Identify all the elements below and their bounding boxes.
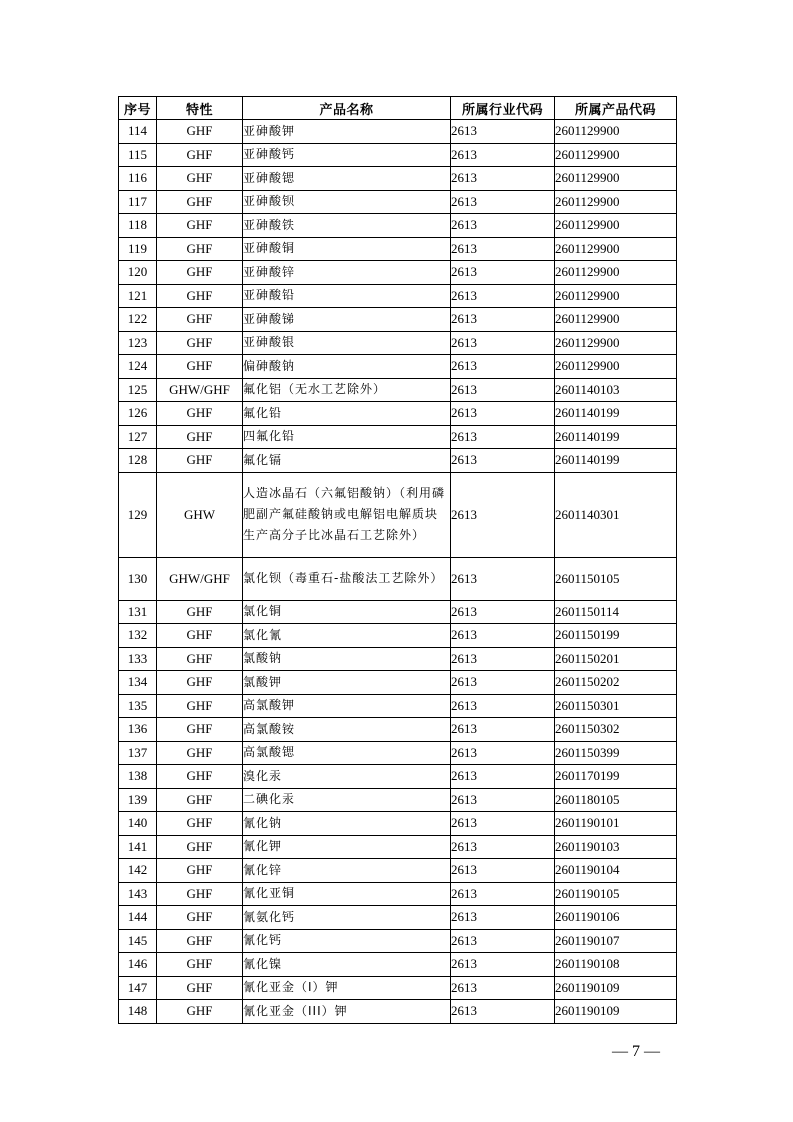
table-row	[119, 624, 677, 648]
cell-industry-code: 2613	[451, 647, 555, 671]
cell-product-name: 高氯酸钾	[243, 694, 451, 718]
cell-industry-code: 2613	[451, 402, 555, 426]
cell-characteristic: GHF	[157, 167, 243, 191]
cell-seq: 138	[119, 765, 157, 789]
table-row	[119, 953, 677, 977]
cell-seq: 136	[119, 718, 157, 742]
cell-seq: 117	[119, 190, 157, 214]
table-row	[119, 472, 677, 557]
cell-characteristic: GHF	[157, 143, 243, 167]
table-row	[119, 647, 677, 671]
cell-product-name: 亚砷酸铁	[243, 214, 451, 238]
cell-characteristic: GHF	[157, 953, 243, 977]
cell-product-name: 亚砷酸银	[243, 331, 451, 355]
cell-product-name: 亚砷酸锑	[243, 308, 451, 332]
cell-product-name: 氰化亚金（I）钾	[243, 976, 451, 1000]
cell-industry-code: 2613	[451, 906, 555, 930]
cell-seq: 135	[119, 694, 157, 718]
cell-seq: 145	[119, 929, 157, 953]
table-row	[119, 214, 677, 238]
cell-seq: 144	[119, 906, 157, 930]
table-row	[119, 718, 677, 742]
cell-seq: 119	[119, 237, 157, 261]
cell-product-code: 2601129900	[555, 331, 677, 355]
cell-industry-code: 2613	[451, 331, 555, 355]
cell-product-code: 2601190105	[555, 882, 677, 906]
table-row	[119, 237, 677, 261]
table-row	[119, 284, 677, 308]
header-product-name: 产品名称	[243, 97, 451, 120]
table-row	[119, 600, 677, 624]
cell-characteristic: GHF	[157, 694, 243, 718]
table-row	[119, 906, 677, 930]
cell-product-code: 2601129900	[555, 214, 677, 238]
cell-characteristic: GHF	[157, 624, 243, 648]
cell-product-name: 亚砷酸钙	[243, 143, 451, 167]
cell-industry-code: 2613	[451, 557, 555, 600]
cell-seq: 148	[119, 1000, 157, 1024]
cell-industry-code: 2613	[451, 882, 555, 906]
table-row	[119, 355, 677, 379]
cell-product-code: 2601140103	[555, 378, 677, 402]
cell-industry-code: 2613	[451, 261, 555, 285]
table-row	[119, 1000, 677, 1024]
cell-product-name: 溴化汞	[243, 765, 451, 789]
cell-characteristic: GHW	[157, 472, 243, 557]
table-row	[119, 378, 677, 402]
cell-industry-code: 2613	[451, 812, 555, 836]
table-row	[119, 859, 677, 883]
cell-characteristic: GHF	[157, 214, 243, 238]
cell-characteristic: GHF	[157, 812, 243, 836]
table-row	[119, 788, 677, 812]
cell-product-code: 2601150301	[555, 694, 677, 718]
cell-product-name: 亚砷酸锌	[243, 261, 451, 285]
cell-seq: 132	[119, 624, 157, 648]
cell-seq: 127	[119, 425, 157, 449]
table-row	[119, 812, 677, 836]
table-row	[119, 449, 677, 473]
cell-seq: 114	[119, 120, 157, 144]
cell-seq: 122	[119, 308, 157, 332]
cell-industry-code: 2613	[451, 765, 555, 789]
cell-product-name: 偏砷酸钠	[243, 355, 451, 379]
cell-characteristic: GHF	[157, 835, 243, 859]
product-table	[118, 96, 677, 1024]
cell-product-name: 氯酸钠	[243, 647, 451, 671]
table-row	[119, 402, 677, 426]
cell-product-name: 氰氨化钙	[243, 906, 451, 930]
cell-product-name: 氰化亚金（III）钾	[243, 1000, 451, 1024]
table-row	[119, 261, 677, 285]
cell-characteristic: GHF	[157, 859, 243, 883]
cell-industry-code: 2613	[451, 600, 555, 624]
cell-characteristic: GHF	[157, 331, 243, 355]
cell-characteristic: GHF	[157, 765, 243, 789]
cell-seq: 134	[119, 671, 157, 695]
cell-product-name: 氟化铅	[243, 402, 451, 426]
cell-product-name: 氯化铜	[243, 600, 451, 624]
cell-product-code: 2601129900	[555, 190, 677, 214]
cell-product-code: 2601170199	[555, 765, 677, 789]
cell-product-name: 氰化锌	[243, 859, 451, 883]
table-row	[119, 882, 677, 906]
cell-characteristic: GHF	[157, 120, 243, 144]
cell-industry-code: 2613	[451, 859, 555, 883]
table-row	[119, 765, 677, 789]
cell-industry-code: 2613	[451, 449, 555, 473]
cell-industry-code: 2613	[451, 284, 555, 308]
cell-product-name: 亚砷酸钡	[243, 190, 451, 214]
cell-characteristic: GHF	[157, 308, 243, 332]
cell-seq: 130	[119, 557, 157, 600]
cell-product-code: 2601140199	[555, 449, 677, 473]
cell-seq: 143	[119, 882, 157, 906]
cell-product-name: 高氯酸锶	[243, 741, 451, 765]
cell-product-code: 2601150201	[555, 647, 677, 671]
cell-product-code: 2601140301	[555, 472, 677, 557]
cell-seq: 123	[119, 331, 157, 355]
cell-seq: 146	[119, 953, 157, 977]
table-row	[119, 167, 677, 191]
cell-industry-code: 2613	[451, 120, 555, 144]
cell-product-name: 氟化铝（无水工艺除外）	[243, 378, 451, 402]
cell-product-name: 四氟化铅	[243, 425, 451, 449]
cell-characteristic: GHF	[157, 718, 243, 742]
cell-seq: 125	[119, 378, 157, 402]
cell-characteristic: GHF	[157, 976, 243, 1000]
cell-product-code: 2601140199	[555, 402, 677, 426]
cell-product-name: 氟化镉	[243, 449, 451, 473]
cell-seq: 126	[119, 402, 157, 426]
table-row	[119, 671, 677, 695]
cell-industry-code: 2613	[451, 214, 555, 238]
cell-industry-code: 2613	[451, 472, 555, 557]
cell-seq: 128	[119, 449, 157, 473]
table-header-row	[119, 97, 677, 120]
table-body	[119, 120, 677, 1024]
cell-product-name: 氰化镍	[243, 953, 451, 977]
cell-product-code: 2601140199	[555, 425, 677, 449]
cell-product-name: 亚砷酸铅	[243, 284, 451, 308]
cell-characteristic: GHF	[157, 600, 243, 624]
cell-characteristic: GHF	[157, 261, 243, 285]
cell-product-name: 亚砷酸锶	[243, 167, 451, 191]
cell-product-name: 亚砷酸铜	[243, 237, 451, 261]
cell-industry-code: 2613	[451, 425, 555, 449]
header-characteristic: 特性	[157, 97, 243, 120]
cell-industry-code: 2613	[451, 929, 555, 953]
cell-product-code: 2601129900	[555, 308, 677, 332]
header-industry-code: 所属行业代码	[451, 97, 555, 120]
cell-product-name: 氰化钠	[243, 812, 451, 836]
cell-seq: 141	[119, 835, 157, 859]
cell-product-code: 2601129900	[555, 355, 677, 379]
cell-industry-code: 2613	[451, 671, 555, 695]
header-product-code: 所属产品代码	[555, 97, 677, 120]
table-row	[119, 308, 677, 332]
cell-industry-code: 2613	[451, 237, 555, 261]
cell-product-code: 2601150202	[555, 671, 677, 695]
cell-characteristic: GHF	[157, 788, 243, 812]
table-row	[119, 694, 677, 718]
cell-characteristic: GHF	[157, 1000, 243, 1024]
table-row	[119, 929, 677, 953]
cell-seq: 124	[119, 355, 157, 379]
cell-seq: 133	[119, 647, 157, 671]
cell-seq: 137	[119, 741, 157, 765]
table-row	[119, 120, 677, 144]
cell-characteristic: GHF	[157, 741, 243, 765]
cell-product-name: 氯酸钾	[243, 671, 451, 695]
cell-industry-code: 2613	[451, 788, 555, 812]
cell-product-code: 2601150114	[555, 600, 677, 624]
cell-industry-code: 2613	[451, 694, 555, 718]
cell-characteristic: GHW/GHF	[157, 378, 243, 402]
cell-industry-code: 2613	[451, 718, 555, 742]
cell-product-name: 氰化钾	[243, 835, 451, 859]
cell-product-code: 2601180105	[555, 788, 677, 812]
header-seq: 序号	[119, 97, 157, 120]
cell-product-code: 2601129900	[555, 261, 677, 285]
cell-seq: 140	[119, 812, 157, 836]
cell-product-name: 氰化钙	[243, 929, 451, 953]
cell-seq: 120	[119, 261, 157, 285]
cell-seq: 115	[119, 143, 157, 167]
cell-seq: 139	[119, 788, 157, 812]
cell-industry-code: 2613	[451, 308, 555, 332]
cell-product-code: 2601190101	[555, 812, 677, 836]
table-row	[119, 557, 677, 600]
cell-industry-code: 2613	[451, 624, 555, 648]
cell-product-code: 2601190108	[555, 953, 677, 977]
cell-seq: 147	[119, 976, 157, 1000]
table-row	[119, 835, 677, 859]
cell-characteristic: GHF	[157, 284, 243, 308]
cell-product-code: 2601150302	[555, 718, 677, 742]
cell-product-name: 亚砷酸钾	[243, 120, 451, 144]
cell-seq: 116	[119, 167, 157, 191]
cell-characteristic: GHF	[157, 190, 243, 214]
cell-seq: 129	[119, 472, 157, 557]
cell-seq: 131	[119, 600, 157, 624]
cell-industry-code: 2613	[451, 355, 555, 379]
cell-product-code: 2601190104	[555, 859, 677, 883]
cell-product-name: 氰化亚铜	[243, 882, 451, 906]
table-row	[119, 741, 677, 765]
cell-product-code: 2601129900	[555, 237, 677, 261]
cell-product-name: 二碘化汞	[243, 788, 451, 812]
cell-characteristic: GHF	[157, 906, 243, 930]
cell-product-code: 2601190109	[555, 976, 677, 1000]
cell-product-code: 2601150199	[555, 624, 677, 648]
cell-product-code: 2601190109	[555, 1000, 677, 1024]
cell-characteristic: GHW/GHF	[157, 557, 243, 600]
cell-industry-code: 2613	[451, 167, 555, 191]
cell-characteristic: GHF	[157, 449, 243, 473]
cell-industry-code: 2613	[451, 190, 555, 214]
cell-seq: 142	[119, 859, 157, 883]
cell-product-code: 2601129900	[555, 284, 677, 308]
cell-product-code: 2601129900	[555, 167, 677, 191]
cell-product-code: 2601190103	[555, 835, 677, 859]
cell-product-code: 2601190107	[555, 929, 677, 953]
cell-industry-code: 2613	[451, 953, 555, 977]
cell-industry-code: 2613	[451, 143, 555, 167]
cell-product-code: 2601150399	[555, 741, 677, 765]
cell-characteristic: GHF	[157, 671, 243, 695]
cell-characteristic: GHF	[157, 647, 243, 671]
cell-industry-code: 2613	[451, 378, 555, 402]
table-row	[119, 143, 677, 167]
cell-product-code: 2601190106	[555, 906, 677, 930]
cell-product-code: 2601129900	[555, 120, 677, 144]
table-row	[119, 190, 677, 214]
cell-product-name: 氯化氰	[243, 624, 451, 648]
cell-characteristic: GHF	[157, 355, 243, 379]
cell-industry-code: 2613	[451, 1000, 555, 1024]
cell-characteristic: GHF	[157, 402, 243, 426]
cell-characteristic: GHF	[157, 425, 243, 449]
cell-seq: 118	[119, 214, 157, 238]
cell-seq: 121	[119, 284, 157, 308]
page-number: — 7 —	[612, 1043, 660, 1060]
cell-product-name: 人造冰晶石（六氟铝酸钠）（利用磷肥副产氟硅酸钠或电解铝电解质块生产高分子比冰晶石工艺除外）	[243, 472, 451, 557]
cell-product-code: 2601150105	[555, 557, 677, 600]
table-row	[119, 425, 677, 449]
cell-product-code: 2601129900	[555, 143, 677, 167]
table-row	[119, 976, 677, 1000]
table-row	[119, 331, 677, 355]
cell-product-name: 氯化钡（毒重石-盐酸法工艺除外）	[243, 557, 451, 600]
cell-characteristic: GHF	[157, 882, 243, 906]
cell-industry-code: 2613	[451, 976, 555, 1000]
cell-product-name: 高氯酸铵	[243, 718, 451, 742]
cell-industry-code: 2613	[451, 741, 555, 765]
cell-characteristic: GHF	[157, 237, 243, 261]
cell-industry-code: 2613	[451, 835, 555, 859]
cell-characteristic: GHF	[157, 929, 243, 953]
